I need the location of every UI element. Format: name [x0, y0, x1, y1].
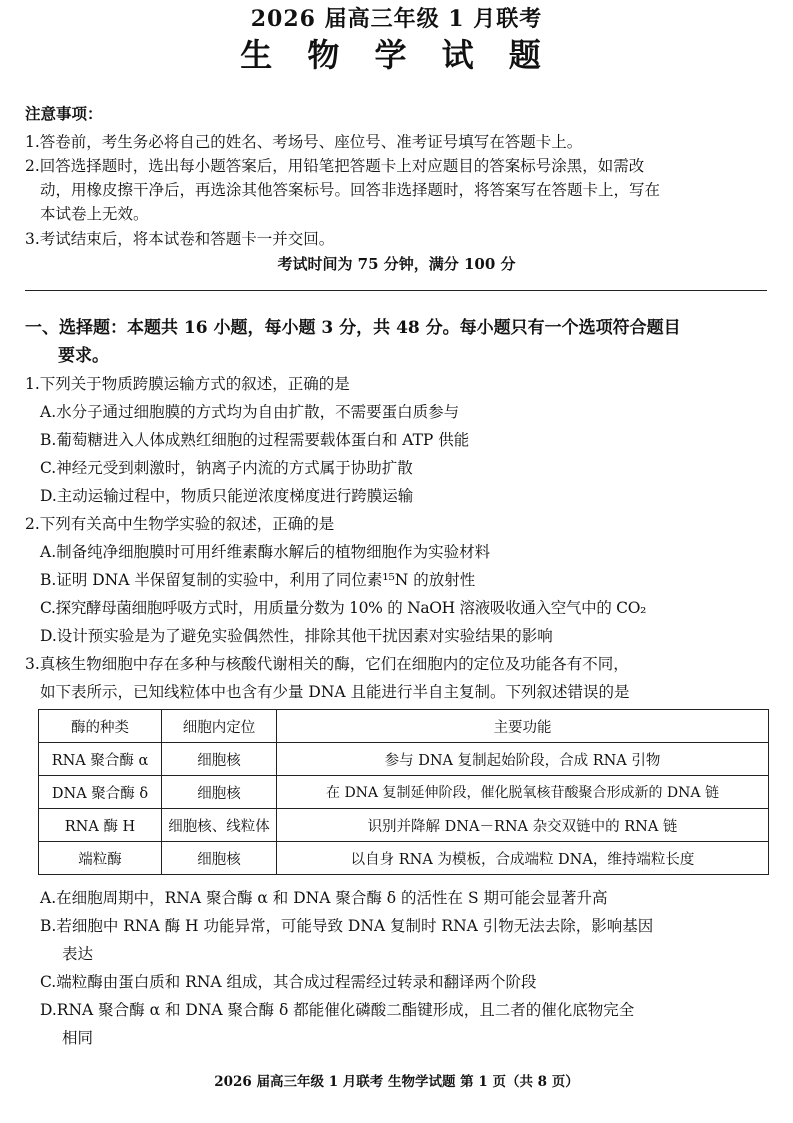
q2-option-d: D.设计预实验是为了避免实验偶然性，排除其他干扰因素对实验结果的影响	[40, 627, 553, 645]
table-cell: 细胞核	[162, 776, 277, 809]
subject-title: 生 物 学 试 题	[240, 36, 553, 74]
q1-option-d: D.主动运输过程中，物质只能逆浓度梯度进行跨膜运输	[40, 487, 414, 505]
notice-item-2: 2.回答选择题时，选出每小题答案后，用铅笔把答题卡上对应题目的答案标号涂黑，如需改	[25, 157, 645, 175]
q1-option-a: A.水分子通过细胞膜的方式均为自由扩散，不需要蛋白质参与	[40, 403, 460, 421]
q3-option-b-cont: 表达	[62, 945, 94, 963]
table-cell: 参与 DNA 复制起始阶段，合成 RNA 引物	[277, 743, 769, 776]
divider-line	[25, 290, 767, 291]
q2-stem: 2.下列有关高中生物学实验的叙述，正确的是	[25, 515, 335, 533]
notice-item-3: 3.考试结束后，将本试卷和答题卡一并交回。	[25, 230, 335, 248]
table-row	[39, 842, 769, 875]
table-cell: RNA 聚合酶 α	[39, 743, 162, 776]
q3-option-d-cont: 相同	[62, 1029, 94, 1047]
table-header-row	[39, 710, 769, 743]
q2-option-b: B.证明 DNA 半保留复制的实验中，利用了同位素¹⁵N 的放射性	[40, 571, 476, 589]
time-info: 考试时间为 75 分钟，满分 100 分	[277, 255, 516, 273]
table-header-cell: 酶的种类	[39, 710, 162, 743]
page-footer: 2026 届高三年级 1 月联考 生物学试题 第 1 页（共 8 页）	[214, 1074, 579, 1090]
q1-stem: 1.下列关于物质跨膜运输方式的叙述，正确的是	[25, 375, 350, 393]
table-cell: RNA 酶 H	[39, 809, 162, 842]
table-cell: 在 DNA 复制延伸阶段，催化脱氧核苷酸聚合形成新的 DNA 链	[277, 776, 769, 809]
table-row	[39, 743, 769, 776]
table-cell: DNA 聚合酶 δ	[39, 776, 162, 809]
q3-stem-cont: 如下表所示，已知线粒体中也含有少量 DNA 且能进行半自主复制。下列叙述错误的是	[40, 683, 630, 701]
table-cell: 识别并降解 DNA－RNA 杂交双链中的 RNA 链	[277, 809, 769, 842]
q2-option-c: C.探究酵母菌细胞呼吸方式时，用质量分数为 10% 的 NaOH 溶液吸收通入空气中的 CO₂	[40, 599, 647, 617]
table-cell: 细胞核	[162, 743, 277, 776]
q3-option-a: A.在细胞周期中，RNA 聚合酶 α 和 DNA 聚合酶 δ 的活性在 S 期可能会显著升高	[40, 889, 608, 907]
exam-name: 2026 届高三年级 1 月联考	[250, 6, 543, 32]
table-cell: 以自身 RNA 为模板，合成端粒 DNA，维持端粒长度	[277, 842, 769, 875]
table-cell: 细胞核	[162, 842, 277, 875]
q1-option-b: B.葡萄糖进入人体成熟红细胞的过程需要载体蛋白和 ATP 供能	[40, 431, 470, 449]
notice-item-1: 1.答卷前，考生务必将自己的姓名、考场号、座位号、准考证号填写在答题卡上。	[25, 133, 583, 151]
q3-option-b: B.若细胞中 RNA 酶 H 功能异常，可能导致 DNA 复制时 RNA 引物无法去除，影响基因	[40, 917, 654, 935]
section-title-cont: 要求。	[58, 346, 109, 366]
table-header-cell: 主要功能	[277, 710, 769, 743]
notice-heading: 注意事项：	[25, 104, 103, 123]
q3-option-d: D.RNA 聚合酶 α 和 DNA 聚合酶 δ 都能催化磷酸二酯键形成，且二者的催化底物完全	[40, 1001, 635, 1019]
table-row	[39, 776, 769, 809]
table-cell: 细胞核、线粒体	[162, 809, 277, 842]
enzyme-table	[38, 709, 769, 875]
q1-option-c: C.神经元受到刺激时，钠离子内流的方式属于协助扩散	[40, 459, 413, 477]
section-title: 一、选择题：本题共 16 小题，每小题 3 分，共 48 分。每小题只有一个选项符合题目	[25, 318, 681, 338]
notice-item-2-cont: 动，用橡皮擦干净后，再选涂其他答案标号。回答非选择题时，将答案写在答题卡上，写在	[40, 181, 661, 199]
q3-option-c: C.端粒酶由蛋白质和 RNA 组成，其合成过程需经过转录和翻译两个阶段	[40, 973, 537, 991]
q2-option-a: A.制备纯净细胞膜时可用纤维素酶水解后的植物细胞作为实验材料	[40, 543, 491, 561]
table-header-cell: 细胞内定位	[162, 710, 277, 743]
table-row	[39, 809, 769, 842]
notice-item-2-cont2: 本试卷上无效。	[40, 205, 149, 223]
table-cell: 端粒酶	[39, 842, 162, 875]
q3-stem: 3.真核生物细胞中存在多种与核酸代谢相关的酶，它们在细胞内的定位及功能各有不同，	[25, 655, 629, 673]
